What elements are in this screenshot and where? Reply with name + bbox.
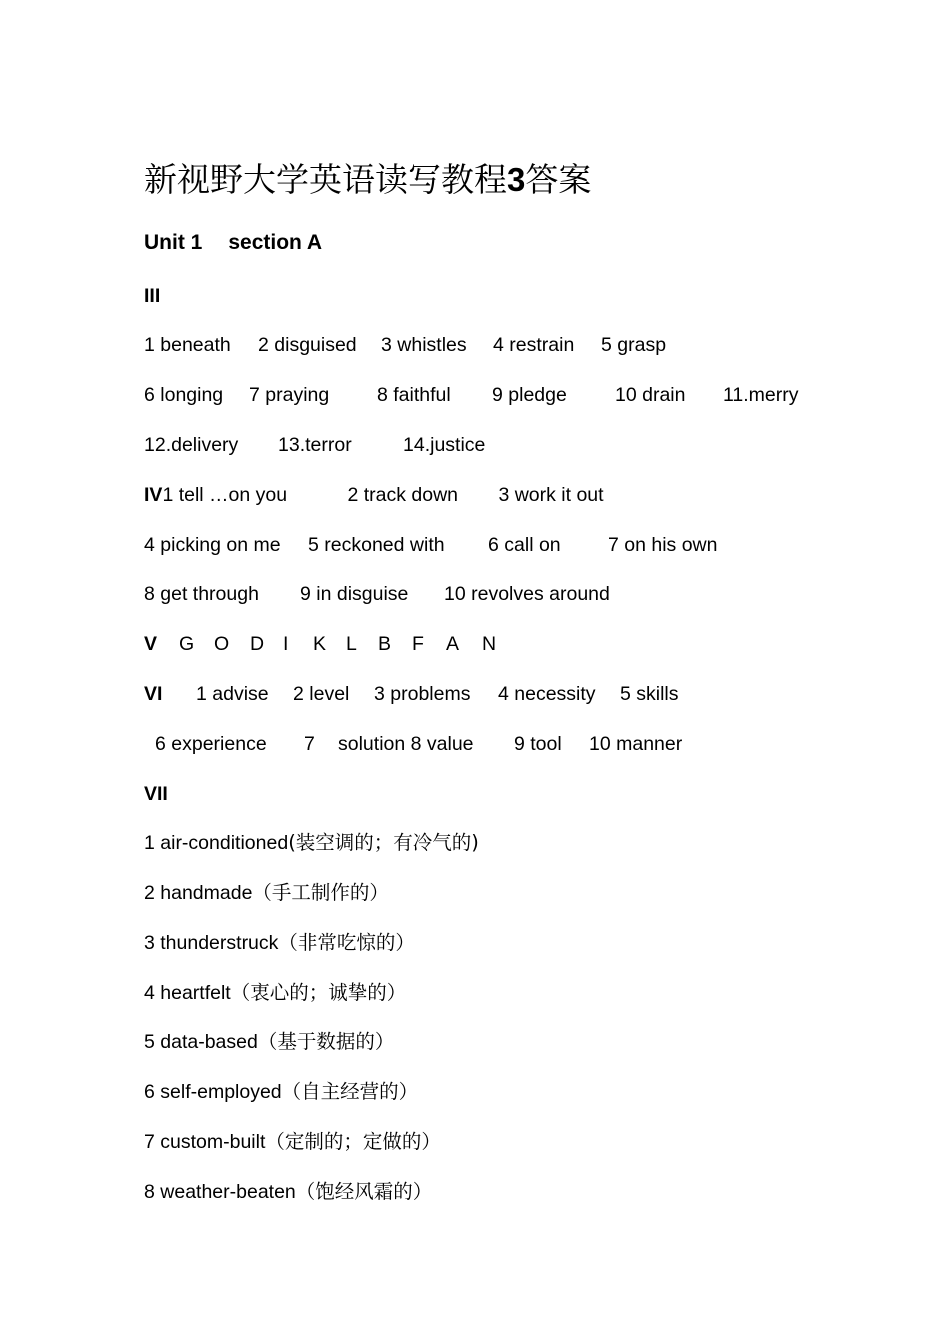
section-iii-label: III — [144, 285, 161, 307]
section-v-row — [144, 630, 496, 658]
section-iv-label: IV — [144, 484, 163, 506]
answer-item: 10 revolves around — [444, 583, 610, 605]
unit-heading — [144, 228, 348, 258]
answer-letter: G — [179, 633, 195, 655]
list-item — [144, 1078, 418, 1106]
item-word: 3 thunderstruck — [144, 932, 279, 954]
section-iii-row-3 — [144, 431, 485, 459]
answer-item: 4 restrain — [493, 334, 575, 356]
section-label: section A — [228, 231, 323, 254]
item-meaning: (装空调的；有冷气的) — [288, 831, 479, 854]
answer-item: 10 manner — [589, 733, 683, 755]
section-vii-label: VII — [144, 783, 168, 805]
item-meaning: （手工制作的） — [252, 881, 389, 904]
answer-letter: K — [313, 633, 327, 655]
answer-letter: O — [214, 633, 230, 655]
section-vi-row-1 — [144, 680, 679, 708]
item-word: 6 self-employed — [144, 1081, 282, 1103]
answer-item: 7 on his own — [608, 534, 718, 556]
list-item — [144, 1028, 394, 1056]
item-word: 5 data-based — [144, 1031, 258, 1053]
answer-item: 1 beneath — [144, 334, 231, 356]
answer-item: 1 advise — [196, 683, 269, 705]
list-item — [144, 829, 479, 857]
section-v-label: V — [144, 633, 158, 655]
answer-letter: A — [446, 633, 460, 655]
item-meaning: （基于数据的） — [257, 1030, 395, 1053]
answer-item: 14.justice — [403, 434, 486, 456]
answer-letter: I — [283, 633, 289, 655]
section-iv-row-3 — [144, 580, 610, 608]
answer-item: 8 faithful — [377, 384, 451, 406]
answer-item: 3 problems — [374, 683, 471, 705]
answer-item: 13.terror — [278, 434, 352, 456]
section-iii-row-1 — [144, 331, 666, 359]
title-text: 新视野大学英语读写教程 — [144, 160, 507, 199]
page-title — [144, 156, 591, 204]
section-iii-row-2 — [144, 381, 799, 409]
answer-item: 4 necessity — [498, 683, 596, 705]
answer-item: 6 longing — [144, 384, 224, 406]
item-meaning: （衷心的；诚挚的） — [230, 981, 407, 1004]
item-meaning: （饱经风霜的） — [295, 1180, 433, 1203]
answer-item: 6 experience — [155, 733, 267, 755]
answer-item: 3 whistles — [381, 334, 467, 356]
answer-letter: F — [412, 633, 424, 655]
section-vi-row-2 — [155, 730, 682, 758]
answer-item: 9 pledge — [492, 384, 567, 406]
section-iv-row-2 — [144, 531, 718, 559]
title-suffix: 答案 — [525, 160, 592, 199]
answer-letter: L — [346, 633, 357, 655]
answer-letter: D — [250, 633, 265, 655]
answer-item: 7 — [304, 733, 315, 755]
section-iv-row-1 — [144, 481, 604, 509]
item-word: 4 heartfelt — [144, 982, 231, 1004]
answer-item: 12.delivery — [144, 434, 239, 456]
answer-item: 4 picking on me — [144, 534, 281, 556]
unit-label: Unit 1 — [144, 231, 203, 254]
item-word: 7 custom-built — [144, 1131, 266, 1153]
answer-item: 5 skills — [620, 683, 679, 705]
answer-item: 2 track down — [347, 484, 458, 506]
item-word: 2 handmade — [144, 882, 253, 904]
section-vi-label: VI — [144, 683, 163, 705]
list-item — [144, 979, 406, 1007]
answer-item: 8 get through — [144, 583, 259, 605]
answer-item: 11.merry — [723, 384, 799, 406]
answer-letter: N — [482, 633, 497, 655]
answer-item: 10 drain — [615, 384, 686, 406]
item-word: 8 weather-beaten — [144, 1181, 296, 1203]
item-meaning: （定制的；定做的） — [265, 1130, 441, 1153]
list-item — [144, 1178, 432, 1206]
answer-item: 2 disguised — [258, 334, 357, 356]
answer-item: 9 tool — [514, 733, 562, 755]
list-item — [144, 1128, 441, 1156]
answer-letter: B — [378, 633, 392, 655]
item-meaning: （非常吃惊的） — [278, 931, 415, 954]
answer-item: 7 praying — [249, 384, 330, 406]
answer-item: 2 level — [293, 683, 350, 705]
answer-item: 5 reckoned with — [308, 534, 445, 556]
answer-item: 5 grasp — [601, 334, 667, 356]
answer-item: 3 work it out — [498, 484, 604, 506]
answer-item: 6 call on — [488, 534, 561, 556]
item-meaning: （自主经营的） — [281, 1080, 419, 1103]
list-item — [144, 929, 415, 957]
list-item — [144, 879, 389, 907]
title-number: 3 — [507, 161, 526, 198]
item-word: 1 air-conditioned — [144, 832, 289, 854]
answer-item: solution 8 value — [338, 733, 474, 755]
answer-item: 1 tell …on you — [162, 484, 288, 506]
answer-item: 9 in disguise — [300, 583, 409, 605]
